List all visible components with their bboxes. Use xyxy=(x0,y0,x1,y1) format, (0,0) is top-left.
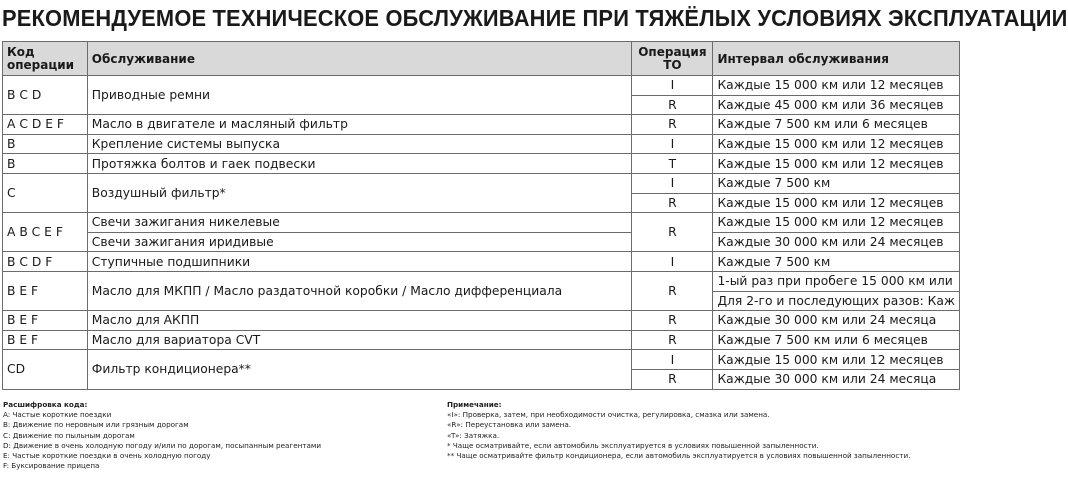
cell-code: B E F xyxy=(3,330,88,350)
cell-operation: I xyxy=(632,134,713,154)
cell-code: C xyxy=(3,173,88,212)
cell-service: Свечи зажигания иридивые xyxy=(87,232,632,252)
legend-item: F: Буксирование прицепа xyxy=(3,461,100,471)
cell-code: A B C E F xyxy=(3,213,88,252)
cell-service: Приводные ремни xyxy=(87,76,632,115)
legend-item: C: Движение по пыльным дорогам xyxy=(3,430,135,440)
page-title: РЕКОМЕНДУЕМОЕ ТЕХНИЧЕСКОЕ ОБСЛУЖИВАНИЕ ПРИ ТЯЖЁЛЫХ УСЛОВИЯХ ЭКСПЛУАТАЦИИ xyxy=(2,5,1068,31)
table-row xyxy=(3,154,960,174)
cell-service: Масло для вариатора CVT xyxy=(87,330,632,350)
cell-service: Свечи зажигания никелевые xyxy=(87,213,632,233)
cell-code: B E F xyxy=(3,311,88,331)
cell-interval: Каждые 30 000 км или 24 месяца xyxy=(713,311,960,331)
note-item: * Чаще осматривайте, если автомобиль эксплуатируется в условиях повышенной запыленности. xyxy=(447,440,819,450)
maintenance-table xyxy=(2,41,960,390)
cell-code: A C D E F xyxy=(3,115,88,135)
cell-service: Протяжка болтов и гаек подвески xyxy=(87,154,632,174)
header-service: Обслуживание xyxy=(87,42,632,76)
cell-interval: Каждые 7 500 км или 6 месяцев xyxy=(713,115,960,135)
note-item: «R»: Переустановка или замена. xyxy=(447,420,572,430)
legend-item: A: Частые короткие поездки xyxy=(3,410,112,420)
cell-interval: Каждые 7 500 км или 6 месяцев xyxy=(713,330,960,350)
legend-item: B: Движение по неровным или грязным дорогам xyxy=(3,420,189,430)
cell-interval: Каждые 15 000 км или 12 месяцев xyxy=(713,76,960,96)
cell-interval: Каждые 7 500 км xyxy=(713,252,960,272)
note-item: «I»: Проверка, затем, при необходимости очистка, регулировка, смазка или замена. xyxy=(447,410,770,420)
cell-operation: I xyxy=(632,350,713,370)
cell-code: B E F xyxy=(3,271,88,310)
cell-operation: R xyxy=(632,330,713,350)
cell-interval: Каждые 15 000 км или 12 месяцев xyxy=(713,213,960,233)
cell-service: Воздушный фильтр* xyxy=(87,173,632,212)
table-row xyxy=(3,330,960,350)
table-row xyxy=(3,232,960,252)
cell-service: Масло для МКПП / Масло раздаточной коробки / Масло дифференциала xyxy=(87,271,632,310)
table-row xyxy=(3,271,960,291)
cell-operation: R xyxy=(632,193,713,213)
cell-code: B xyxy=(3,134,88,154)
legend-item: D: Движение в очень холодную погоду и/или по дорогам, посыпанным реагентами xyxy=(3,440,321,450)
table-row xyxy=(3,76,960,96)
cell-operation: I xyxy=(632,173,713,193)
notes-legend-heading: Примечание: xyxy=(447,400,502,409)
cell-interval: Каждые 15 000 км или 12 месяцев xyxy=(713,350,960,370)
cell-operation: R xyxy=(632,311,713,331)
note-item: «T»: Затяжка. xyxy=(447,430,500,440)
cell-code: CD xyxy=(3,350,88,389)
cell-operation: R xyxy=(632,213,713,252)
cell-operation: R xyxy=(632,369,713,389)
table-row xyxy=(3,115,960,135)
header-operation: Операция ТО xyxy=(632,42,713,76)
cell-interval: Каждые 15 000 км или 12 месяцев xyxy=(713,193,960,213)
cell-interval: Каждые 45 000 км или 36 месяцев xyxy=(713,95,960,115)
cell-interval: Каждые 30 000 км или 24 месяца xyxy=(713,369,960,389)
cell-operation: R xyxy=(632,271,713,310)
cell-operation: R xyxy=(632,115,713,135)
cell-interval: Каждые 15 000 км или 12 месяцев xyxy=(713,134,960,154)
notes-legend xyxy=(447,400,947,461)
legend-item: E: Частые короткие поездки в очень холодную погоду xyxy=(3,451,211,461)
cell-code: B C D F xyxy=(3,252,88,272)
header-code: Код операции xyxy=(3,42,88,76)
header-interval: Интервал обслуживания xyxy=(713,42,960,76)
table-row xyxy=(3,213,960,233)
cell-operation: T xyxy=(632,154,713,174)
cell-service: Масло для АКПП xyxy=(87,311,632,331)
table-row xyxy=(3,350,960,370)
code-legend-heading: Расшифровка кода: xyxy=(3,400,88,409)
table-header-row xyxy=(3,42,960,76)
cell-service: Фильтр кондиционера** xyxy=(87,350,632,389)
cell-interval: Каждые 15 000 км или 12 месяцев xyxy=(713,154,960,174)
cell-interval: 1-ый раз при пробеге 15 000 км или xyxy=(713,271,960,291)
table-row xyxy=(3,173,960,193)
cell-operation: I xyxy=(632,252,713,272)
cell-code: B C D xyxy=(3,76,88,115)
cell-operation: I xyxy=(632,76,713,96)
cell-code: B xyxy=(3,154,88,174)
cell-interval: Для 2-го и последующих разов: Каж xyxy=(713,291,960,311)
cell-operation: R xyxy=(632,95,713,115)
table-row xyxy=(3,311,960,331)
cell-interval: Каждые 7 500 км xyxy=(713,173,960,193)
cell-service: Крепление системы выпуска xyxy=(87,134,632,154)
note-item: ** Чаще осматривайте фильтр кондиционера, если автомобиль эксплуатируется в условиях повышенной запыленности. xyxy=(447,451,911,461)
table-row xyxy=(3,252,960,272)
table-row xyxy=(3,134,960,154)
cell-service: Масло в двигателе и масляный фильтр xyxy=(87,115,632,135)
cell-service: Ступичные подшипники xyxy=(87,252,632,272)
code-legend xyxy=(3,400,423,471)
cell-interval: Каждые 30 000 км или 24 месяцев xyxy=(713,232,960,252)
